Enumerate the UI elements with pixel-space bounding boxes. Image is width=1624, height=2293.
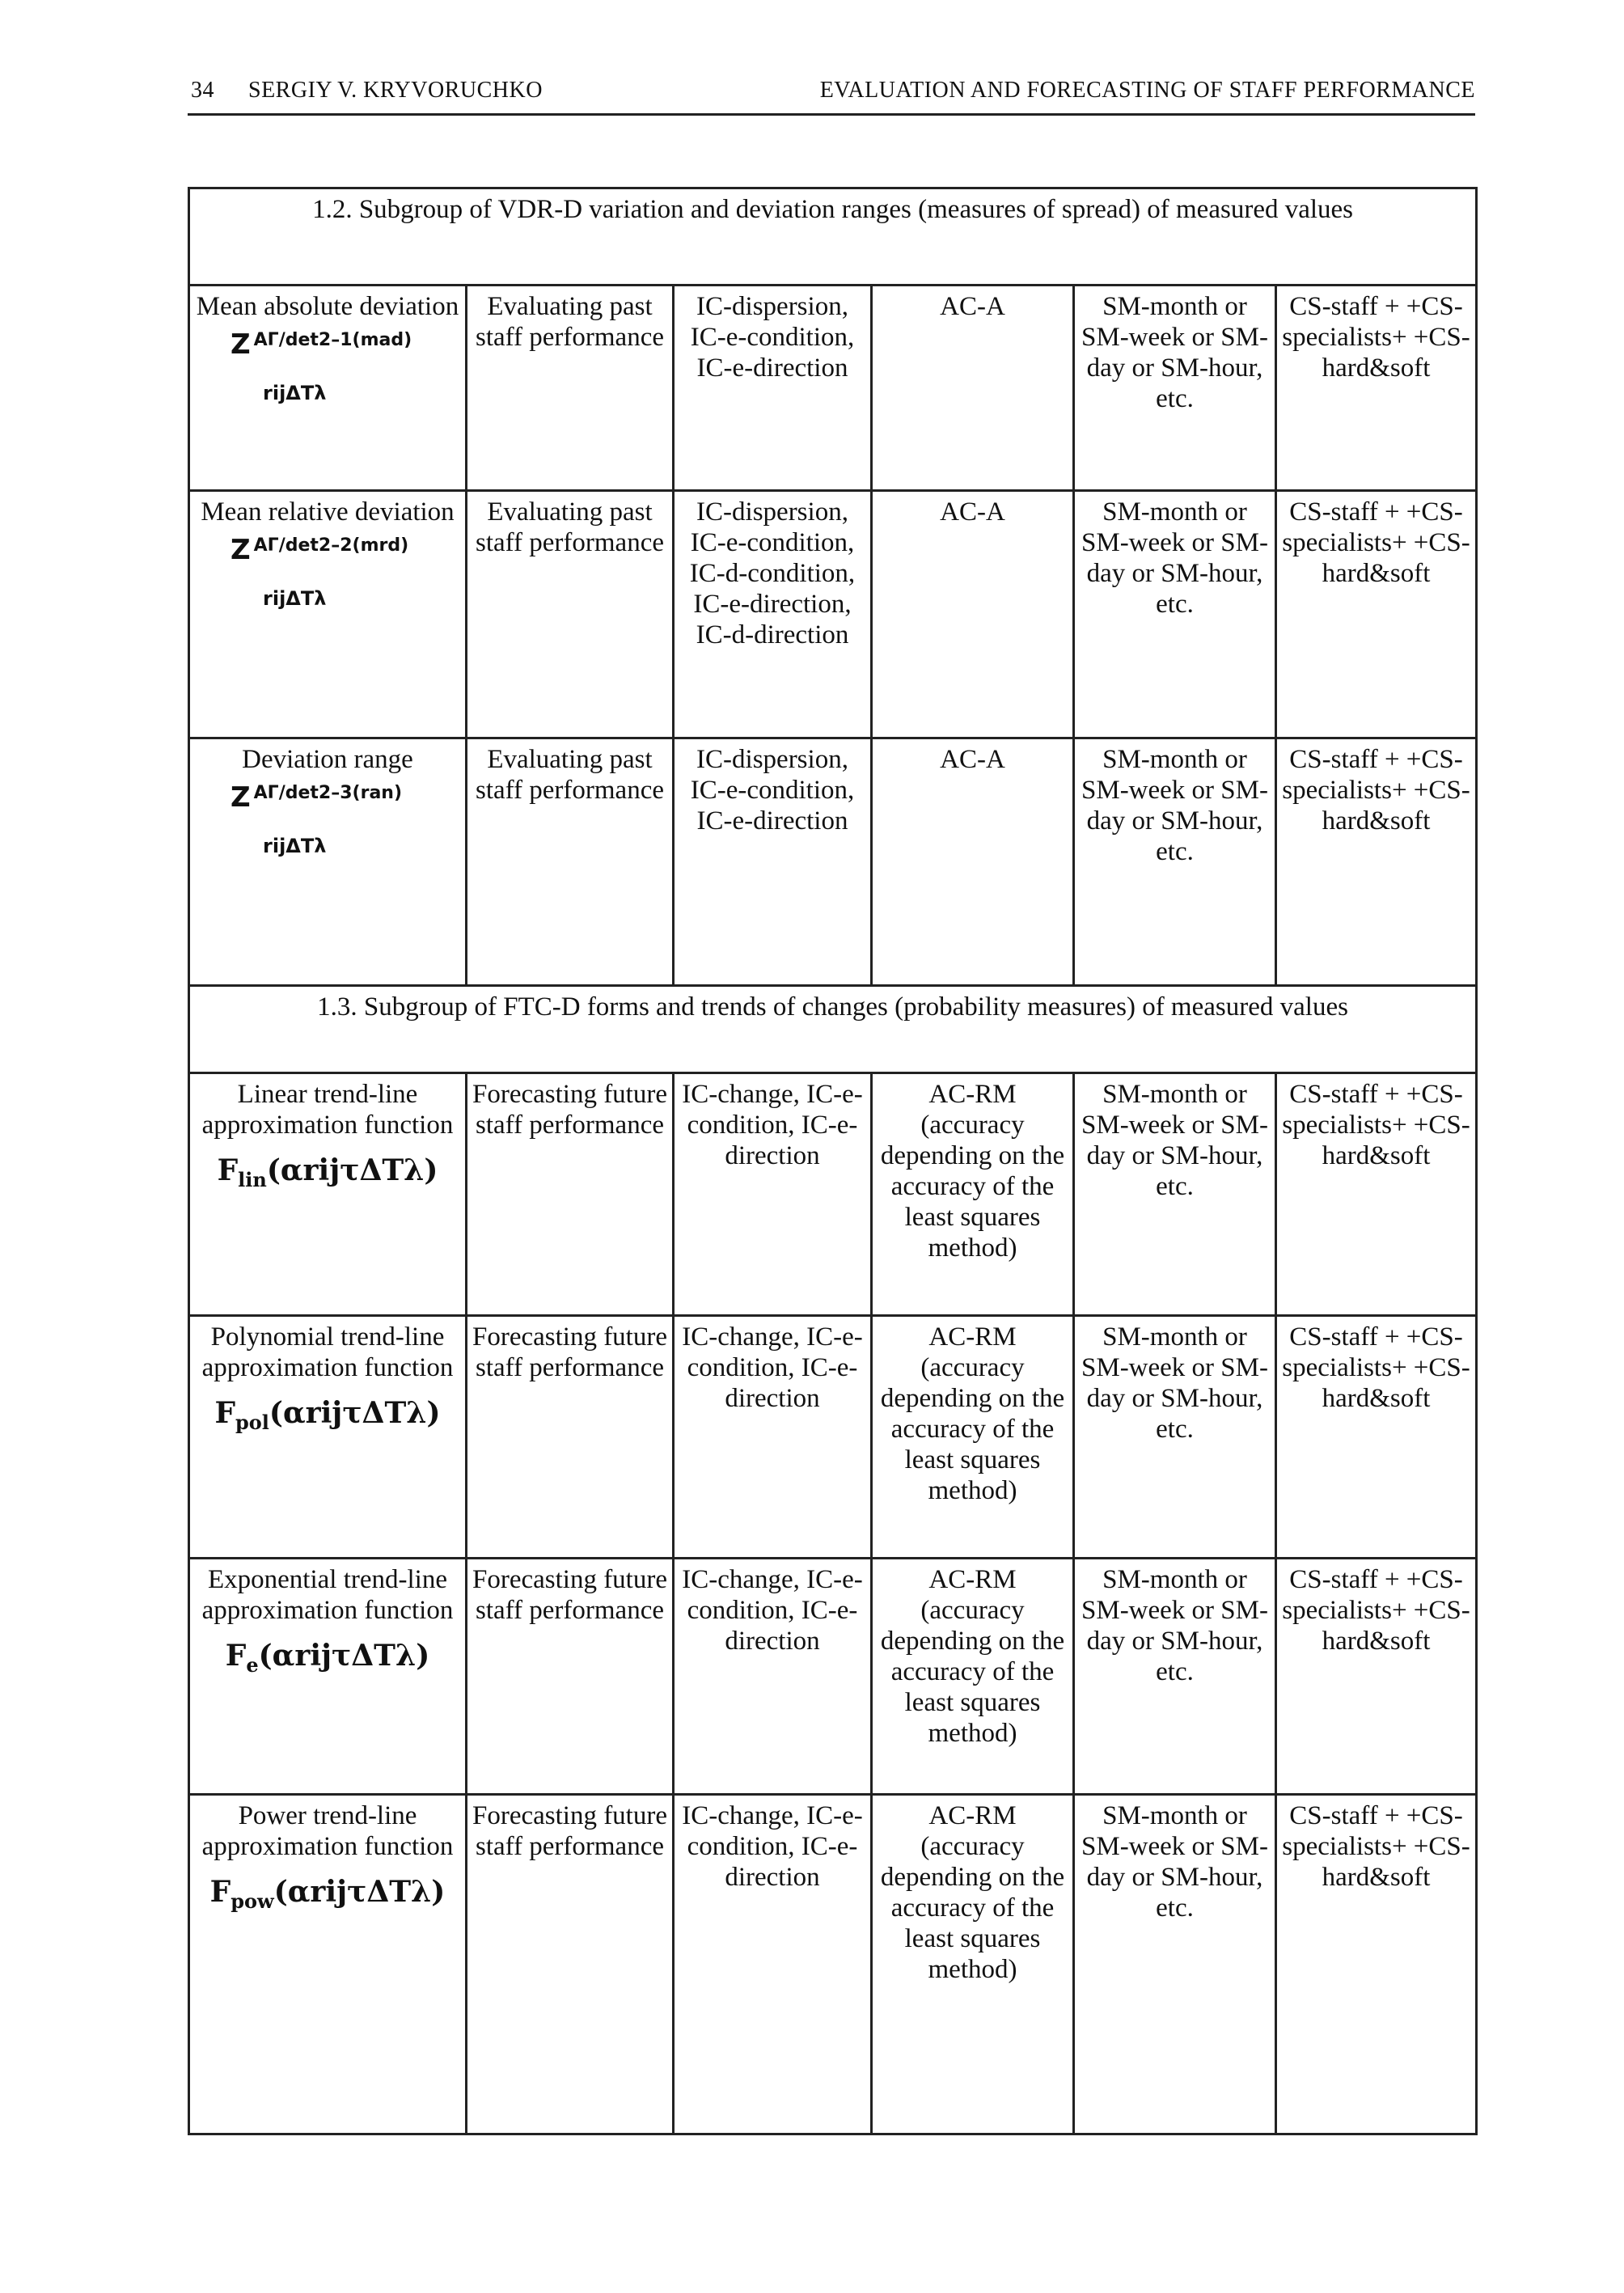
sm-cell: SM-month or SM-week or SM-day or SM-hour, etc.: [1074, 286, 1276, 491]
measure-name: Polynomial trend-line approximation function: [201, 1322, 454, 1382]
header-title: EVALUATION AND FORECASTING OF STAFF PERFORMANCE: [819, 78, 1475, 103]
ac-cell: AC-RM (accuracy depending on the accuracy of the least squares method): [872, 1795, 1074, 2134]
symbol-superscript: AΓ/det2–2(mrd): [253, 535, 409, 556]
cs-cell: CS-staff + +CS-specialists+ +CS-hard&soft: [1276, 286, 1477, 491]
cs-cell: CS-staff + +CS-specialists+ +CS-hard&soft: [1276, 491, 1477, 738]
sm-cell: SM-month or SM-week or SM-day or SM-hour, etc.: [1074, 1316, 1276, 1559]
measure-cell: [189, 491, 467, 738]
symbol-argument: (αrijτΔTλ): [269, 1396, 441, 1430]
symbol-subscript: e: [246, 1653, 259, 1677]
symbol-subscript: lin: [238, 1168, 267, 1191]
table-row: [189, 286, 1477, 491]
ac-cell: AC-RM (accuracy depending on the accuracy of the least squares method): [872, 1073, 1074, 1316]
ic-cell: IC-dispersion, IC-e-condition, IC-d-condition, IC-e-direction, IC-d-direction: [674, 491, 872, 738]
symbol-base: F: [217, 1153, 239, 1187]
symbol-subscript: rijΔTλ: [263, 835, 327, 857]
cs-cell: CS-staff + +CS-specialists+ +CS-hard&soft: [1276, 1316, 1477, 1559]
symbol-superscript: AΓ/det2–3(ran): [253, 783, 403, 803]
purpose-cell: Evaluating past staff performance: [467, 738, 674, 986]
purpose-cell: Forecasting future staff performance: [467, 1316, 674, 1559]
measure-name: Power trend-line approximation function: [201, 1801, 454, 1861]
symbol-superscript: AΓ/det2–1(mad): [253, 330, 412, 350]
running-header: [188, 74, 1475, 116]
page-number: 34: [191, 78, 214, 103]
measure-cell: [189, 1795, 467, 2134]
section-header-row: [189, 188, 1477, 286]
ic-cell: IC-change, IC-e-condition, IC-e-direction: [674, 1316, 872, 1559]
measure-symbol: [193, 328, 462, 404]
measure-name: Mean absolute deviation: [196, 292, 459, 321]
measure-symbol: [193, 1155, 462, 1189]
measure-cell: [189, 286, 467, 491]
symbol-base: F: [225, 1639, 247, 1673]
ic-cell: IC-dispersion, IC-e-condition, IC-e-direction: [674, 738, 872, 986]
ac-cell: AC-RM (accuracy depending on the accuracy of the least squares method): [872, 1559, 1074, 1795]
cs-cell: CS-staff + +CS-specialists+ +CS-hard&soft: [1276, 1073, 1477, 1316]
measure-cell: [189, 738, 467, 986]
measure-symbol: [193, 1875, 462, 1913]
measure-cell: [189, 1316, 467, 1559]
symbol-base: Z: [230, 781, 251, 814]
cs-cell: CS-staff + +CS-specialists+ +CS-hard&soft: [1276, 738, 1477, 986]
ac-cell: AC-A: [872, 491, 1074, 738]
section-title: 1.2. Subgroup of VDR-D variation and deviation ranges (measures of spread) of measured values: [189, 188, 1477, 286]
purpose-cell: Forecasting future staff performance: [467, 1795, 674, 2134]
symbol-base: F: [214, 1396, 236, 1430]
measure-symbol: [193, 1639, 462, 1677]
measure-name: Mean relative deviation: [201, 497, 455, 527]
symbol-subscript: rijΔTλ: [263, 382, 327, 404]
symbol-base: Z: [230, 328, 251, 361]
ac-cell: AC-A: [872, 286, 1074, 491]
symbol-argument: (αrijτΔTλ): [266, 1153, 438, 1187]
measure-cell: [189, 1073, 467, 1316]
table-row: [189, 1316, 1477, 1559]
ac-cell: AC-RM (accuracy depending on the accuracy of the least squares method): [872, 1316, 1074, 1559]
section-header-row: [189, 986, 1477, 1073]
section-title: 1.3. Subgroup of FTC-D forms and trends of changes (probability measures) of measured values: [189, 986, 1477, 1073]
measure-cell: [189, 1559, 467, 1795]
symbol-base: Z: [230, 534, 251, 566]
indicator-table: [188, 187, 1478, 2135]
measure-name: Linear trend-line approximation function: [201, 1080, 454, 1140]
measure-name: Deviation range: [242, 745, 413, 774]
cs-cell: CS-staff + +CS-specialists+ +CS-hard&soft: [1276, 1559, 1477, 1795]
ic-cell: IC-change, IC-e-condition, IC-e-direction: [674, 1795, 872, 2134]
sm-cell: SM-month or SM-week or SM-day or SM-hour, etc.: [1074, 1795, 1276, 2134]
symbol-subscript: pow: [230, 1889, 274, 1913]
table-row: [189, 1559, 1477, 1795]
sm-cell: SM-month or SM-week or SM-day or SM-hour, etc.: [1074, 491, 1276, 738]
cs-cell: CS-staff + +CS-specialists+ +CS-hard&soft: [1276, 1795, 1477, 2134]
header-author: SERGIY V. KRYVORUCHKO: [248, 78, 543, 103]
symbol-base: F: [209, 1875, 231, 1909]
symbol-argument: (αrijτΔTλ): [258, 1639, 430, 1673]
table-row: [189, 1073, 1477, 1316]
measure-name: Exponential trend-line approximation function: [201, 1565, 454, 1625]
table-row: [189, 1795, 1477, 2134]
measure-symbol: [193, 1398, 462, 1432]
symbol-subscript: pol: [235, 1411, 269, 1434]
purpose-cell: Evaluating past staff performance: [467, 491, 674, 738]
sm-cell: SM-month or SM-week or SM-day or SM-hour, etc.: [1074, 738, 1276, 986]
sm-cell: SM-month or SM-week or SM-day or SM-hour, etc.: [1074, 1073, 1276, 1316]
ac-cell: AC-A: [872, 738, 1074, 986]
table-row: [189, 491, 1477, 738]
symbol-subscript: rijΔTλ: [263, 587, 327, 610]
ic-cell: IC-change, IC-e-condition, IC-e-direction: [674, 1559, 872, 1795]
ic-cell: IC-dispersion, IC-e-condition, IC-e-direction: [674, 286, 872, 491]
purpose-cell: Forecasting future staff performance: [467, 1073, 674, 1316]
symbol-argument: (αrijτΔTλ): [273, 1875, 446, 1909]
table-row: [189, 738, 1477, 986]
purpose-cell: Forecasting future staff performance: [467, 1559, 674, 1795]
measure-symbol: [193, 534, 462, 610]
purpose-cell: Evaluating past staff performance: [467, 286, 674, 491]
ic-cell: IC-change, IC-e-condition, IC-e-direction: [674, 1073, 872, 1316]
sm-cell: SM-month or SM-week or SM-day or SM-hour, etc.: [1074, 1559, 1276, 1795]
measure-symbol: [193, 781, 462, 857]
